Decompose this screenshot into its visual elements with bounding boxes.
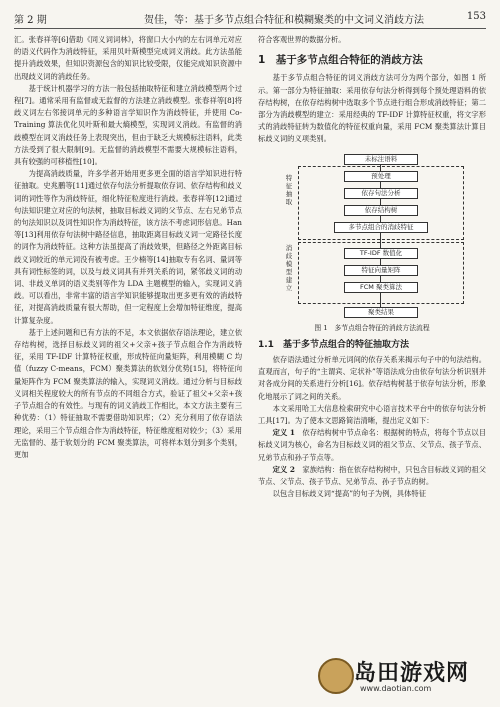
flow-box-unlabeled-corpus: 未标注语料 — [344, 154, 418, 165]
definition-1-text: 依存结构树中节点命名：根据树的特点，将每个节点以目标歧义词为核心，命名为目标歧义词的祖父节点、父节点、孩子节点、兄弟节点和孙子节点等。 — [258, 428, 487, 462]
left-paragraph-2: 基于统计机器学习的方法一般包括抽取特征和建立消歧模型两个过程[7]。通常采用有监督或无监督的方法建立消歧模型。张春祥等[8]将歧义词左右邻接词单元的多种语言学知识作为消歧特征，并使用 Co-Training 算法优化贝叶斯和最大熵模型，实现词义消歧。有监督的消歧模型在词义消歧任务上表现突出，但由于缺乏大规模标注语料，此类方法受到了很大限制[9]。无监督的消歧模型不需要大规模标注语料，具有较强的可移植性[10]。 — [14, 83, 242, 167]
watermark-title: 岛田游戏网 — [354, 661, 470, 686]
flow-arrow — [380, 292, 381, 307]
feature-extraction-label: 特征抽取 — [285, 173, 293, 206]
left-paragraph-1: 汇。张春祥等[6]借助《同义词词林》，将窗口大小内的左右词单元对应的语义代码作为消歧特征，采用贝叶斯模型完成词义消歧。此方法虽能提升消歧效果，但知识资源包含的知识比较受限，仅能完成知识资源中出现歧义词的消歧任务。 — [14, 35, 242, 81]
page-number: 153 — [466, 11, 486, 22]
flow-arrow — [380, 215, 381, 222]
flow-box-tfidf: TF-IDF 数值化 — [344, 248, 418, 259]
definition-2-label: 定义 2 — [272, 464, 295, 474]
flow-arrow — [380, 275, 381, 282]
flow-arrow — [380, 258, 381, 265]
subsection-heading-1-1: 1.1 基于多节点组合的特征抽取方法 — [258, 339, 409, 350]
watermark-url: www.daotian.com — [360, 684, 432, 693]
right-column — [258, 34, 486, 500]
flow-box-cluster-result: 聚类结果 — [344, 307, 418, 318]
figure-1-caption: 图 1 多节点组合特征的消歧方法流程 — [314, 323, 430, 332]
site-watermark — [312, 654, 492, 698]
watermark-logo-icon — [318, 658, 354, 694]
flow-arrow — [380, 164, 381, 171]
definition-2-text: 家族结构：指在依存结构树中，只包含目标歧义词的祖父节点、父节点、孩子节点、兄弟节点、孙子节点的树。 — [258, 464, 487, 487]
flow-box-preprocess: 预处理 — [344, 171, 418, 182]
flow-box-feature-matrix: 特征向量矩阵 — [344, 265, 418, 276]
definition-1-label: 定义 1 — [272, 428, 295, 438]
flow-box-dependency-parsing: 依存句法分析 — [344, 188, 418, 199]
right-paragraph-2: 依存语法通过分析单元词间的依存关系来揭示句子中的句法结构。直观而言，句子的“主谓宾、定状补”等语法成分由依存句法分析识别并对各成分间的关系进行分析[16]。依存结构树基于依存句法分析，形象化地展示了词之间的关系。 — [258, 355, 486, 401]
right-paragraph-4: 以包含目标歧义词“提高”的句子为例，具体特征 — [272, 489, 426, 499]
right-paragraph-1: 基于多节点组合特征的词义消歧方法可分为两个部分，如图 1 所示。第一部分为特征抽取：采用依存句法分析得到每个预处理语料的依存结构树，在依存结构树中选取多个节点进行组合形成消歧特征；第二部分为消歧模型的建立：采用经典的 TF-IDF 计算特征权重，将文字形式的消歧特征转为数值化的特征权重向量，采用 FCM 聚类算法计算目标歧义词的义项类别。 — [258, 73, 486, 144]
flow-arrow — [380, 181, 381, 188]
model-building-label: 消歧模型建立 — [285, 243, 293, 292]
page-header — [14, 8, 486, 29]
definition-2 — [258, 464, 486, 488]
flow-box-multinode-features: 多节点组合的消歧特征 — [334, 222, 428, 233]
left-column — [14, 34, 242, 461]
issue-number: 第 2 期 — [14, 15, 47, 26]
section-heading-1: 1 基于多节点组合特征的消歧方法 — [258, 54, 423, 67]
left-paragraph-3: 为提高消歧质量，许多学者开始用更多更全面的语言学知识进行特征抽取。史兆鹏等[11]通过依存句法分析提取依存词、依存结构和歧义词的词性等作为消歧特征，细化特征粒度进行消歧。张春祥等[12]通过句法知识建立对应的句法树，抽取目标歧义词的父节点、左右兄弟节点的句法知识以及词性知识作为消歧特征，该方法不考虑词形信息。Han 等[13]利用依存句法树中路径信息，抽取距离目标歧义词一定路径长度的词作为消歧特征。这种方法虽提高了消歧效果，但路径之外距离目标歧义词较近的单元词没有被考虑。王少楠等[14]抽取专有名词、量词等具有词性标签的词，以及与歧义词具有并列关系的词，紧邻歧义词的动词、非歧义单词的语义类别等作为 LDA 主题模型的输入，实现词义消歧。可以看出，非常丰富的语言学知识能够提取出更多更有效的消歧特征，对提高消歧质量有很大帮助，但一定程度上会增加特征维度，提高计算复杂度。 — [14, 169, 242, 325]
definition-1 — [258, 427, 486, 464]
flow-box-dependency-tree: 依存结构树 — [344, 205, 418, 216]
left-paragraph-4: 基于上述问题和已有方法的不足，本文依据依存语法理论，建立依存结构树，选择目标歧义词的祖父+父亲+孩子节点组合作为消歧特征，采用 TF-IDF 计算特征权重，形成特征向量矩阵，利用模糊 C 均值（fuzzy C-means，FCM）聚类算法的软划分优势[15]，将特征向量矩阵作为 FCM 聚类算法的输入，实现词义消歧。通过分析与目标歧义词相关程度较大的所有节点的不同组合方式，验证了祖父+父亲+孩子节点组合的有效性。与现有的词义消歧工作相比，本文方法主要有三种优势：（1）特征抽取不需要借助知识库；（2）充分利用了依存语法理论，采用三个节点组合作为消歧特征，特征维度相对较少；（3）采用无监督的、基于软划分的 FCM 聚类算法，可将样本划分到多个类别，更加 — [14, 327, 242, 459]
flow-arrow — [380, 198, 381, 205]
running-title: 贺佳，等：基于多节点组合特征和模糊聚类的中文词义消歧方法 — [144, 15, 424, 26]
right-paragraph-0: 符合客观世界的数据分析。 — [258, 35, 346, 44]
right-paragraph-3: 本文采用哈工大信息检索研究中心语言技术平台中的依存句法分析工具[17]。为了使本文思路简洁清晰，提出定义如下： — [258, 403, 486, 426]
flow-box-fcm: FCM 聚类算法 — [344, 282, 418, 293]
flow-arrow — [380, 232, 381, 248]
figure-1-flowchart — [282, 152, 462, 320]
